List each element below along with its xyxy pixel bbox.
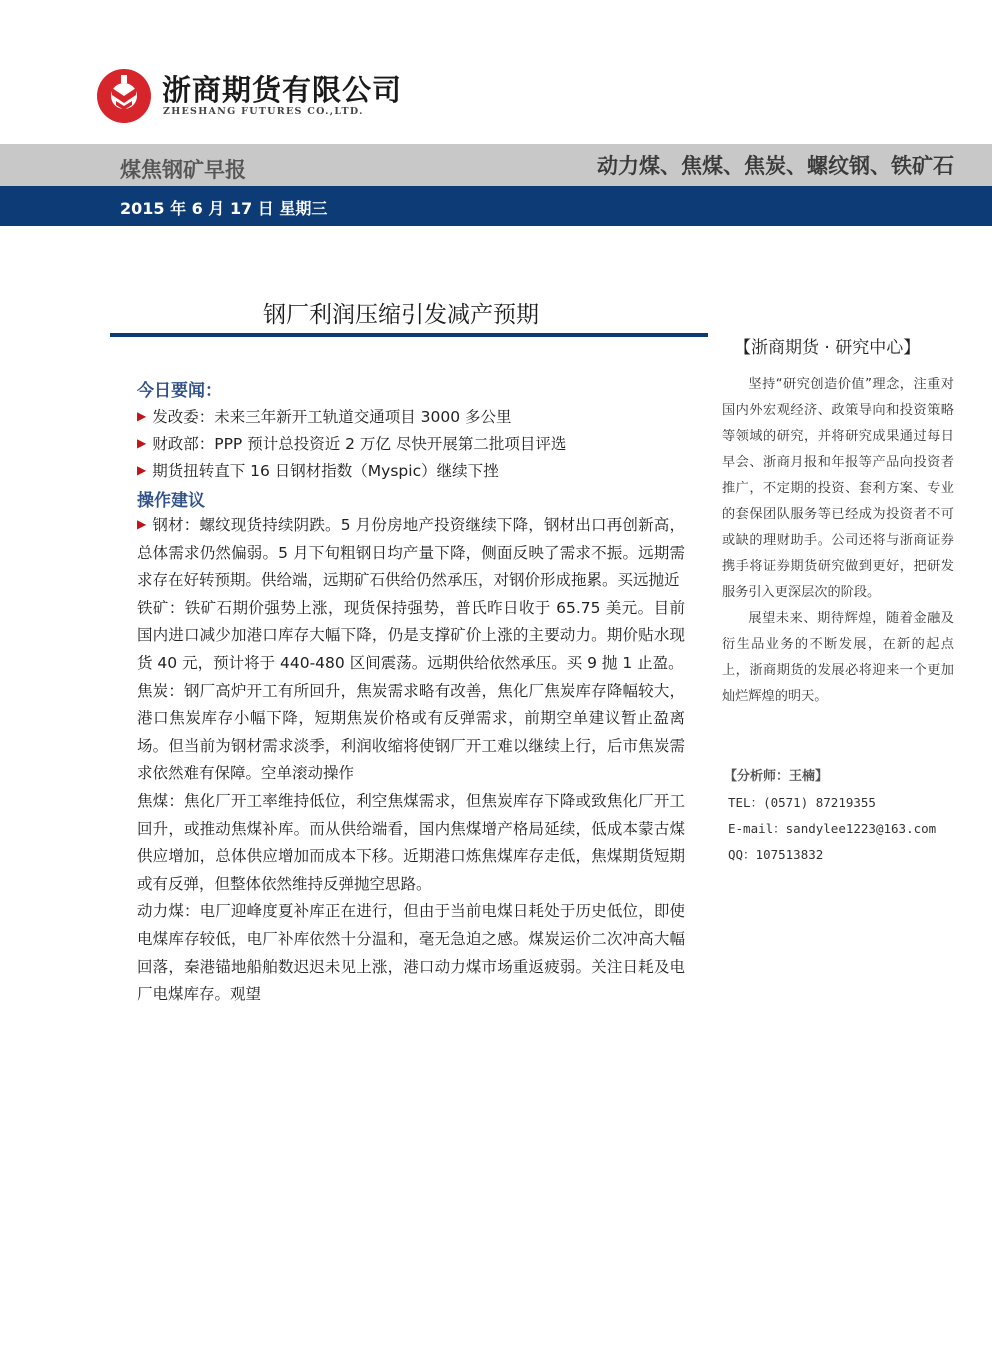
advice-heading: 操作建议 [137, 491, 205, 511]
analyst-name: 【分析师：王楠】 [724, 769, 829, 784]
report-date: 2015 年 6 月 17 日 星期三 [120, 199, 328, 218]
advice-coking-coal: 焦煤：焦化厂开工率维持低位，利空焦煤需求，但焦炭库存下降或致焦化厂开工回升，或推动焦煤补库。而从供给端看，国内焦煤增产格局延续，低成本蒙古煤供应增加，总体供应增加而成本下移。近期港口炼焦煤库存走低，焦煤期货短期或有反弹，但整体依然维持反弹抛空思路。 [137, 791, 685, 893]
intro-paragraph: 展望未来、期待辉煌，随着金融及衍生品业务的不断发展，在新的起点上，浙商期货的发展必将迎来一个更加灿烂辉煌的明天。 [722, 611, 954, 704]
advice-thermal-coal: 动力煤：电厂迎峰度夏补库正在进行，但由于当前电煤日耗处于历史低位，即使电煤库存较低，电厂补库依然十分温和，毫无急迫之感。煤炭运价二次冲高大幅回落，秦港锚地船舶数迟迟未见上涨，港口动力煤市场重返疲弱。关注日耗及电厂电煤库存。观望 [137, 902, 685, 1004]
news-heading: 今日要闻： [137, 381, 222, 401]
bullet-arrow-icon: ▶ [137, 517, 147, 531]
news-item: ▶ 期货扭转直下 16 日钢材指数（Myspic）继续下挫 [137, 462, 499, 480]
contact-email[interactable]: E-mail：sandylee1223@163.com [728, 821, 937, 836]
report-type: 煤焦钢矿早报 [120, 158, 246, 182]
research-center-heading: 【浙商期货 · 研究中心】 [734, 338, 921, 358]
research-center-intro [722, 372, 954, 710]
page-title: 钢厂利润压缩引发减产预期 [263, 302, 539, 328]
advice-steel: ▶ 钢材：螺纹现货持续阴跌。5 月份房地产投资继续下降，钢材出口再创新高，总体需求仍然偏弱。5 月下旬粗钢日均产量下降，侧面反映了需求不振。远期需求存在好转预期。供给端，远期矿石供给仍然承压，对钢价形成拖累。买远抛近 [137, 516, 685, 590]
contact-tel: TEL：(0571) 87219355 [728, 795, 876, 810]
advice-ore: 铁矿：铁矿石期价强势上涨，现货保持强势，普氏昨日收于 65.75 美元。目前国内进口减少加港口库存大幅下降，仍是支撑矿价上涨的主要动力。期价贴水现货 40 元，预计将于 440-480 区间震荡。远期供给依然承压。买 9 抛 1 止盈。 [137, 598, 685, 672]
contact-qq: QQ：107513832 [728, 847, 824, 862]
advice-coke: 焦炭：钢厂高炉开工有所回升，焦炭需求略有改善，焦化厂焦炭库存降幅较大，港口焦炭库存小幅下降，短期焦炭价格或有反弹需求，前期空单建议暂止盈离场。但当前为钢材需求淡季，利润收缩将使钢厂开工难以继续上行，后市焦炭需求依然难有保障。空单滚动操作 [137, 681, 685, 783]
bullet-arrow-icon: ▶ [137, 463, 147, 477]
title-divider [110, 333, 708, 337]
company-name-en: ZHESHANG FUTURES CO.,LTD. [163, 106, 364, 117]
commodity-list: 动力煤、焦煤、焦炭、螺纹钢、铁矿石 [597, 154, 954, 178]
news-item: ▶ 财政部：PPP 预计总投资近 2 万亿 尽快开展第二批项目评选 [137, 435, 567, 453]
advice-body [137, 511, 685, 1009]
intro-paragraph: 坚持“研究创造价值”理念，注重对国内外宏观经济、政策导向和投资策略等领域的研究，并将研究成果通过每日早会、浙商月报和年报等产品向投资者推广，不定期的投资、套利方案、专业的套保团队服务等已经成为投资者不可或缺的理财助手。公司还将与浙商证券携手将证券期货研究做到更好，把研发服务引入更深层次的阶段。 [722, 377, 954, 600]
news-item: ▶ 发改委：未来三年新开工轨道交通项目 3000 多公里 [137, 408, 512, 426]
bullet-arrow-icon: ▶ [137, 436, 147, 450]
bullet-arrow-icon: ▶ [137, 409, 147, 423]
company-logo-icon [96, 68, 152, 124]
company-name-cn: 浙商期货有限公司 [162, 73, 403, 107]
